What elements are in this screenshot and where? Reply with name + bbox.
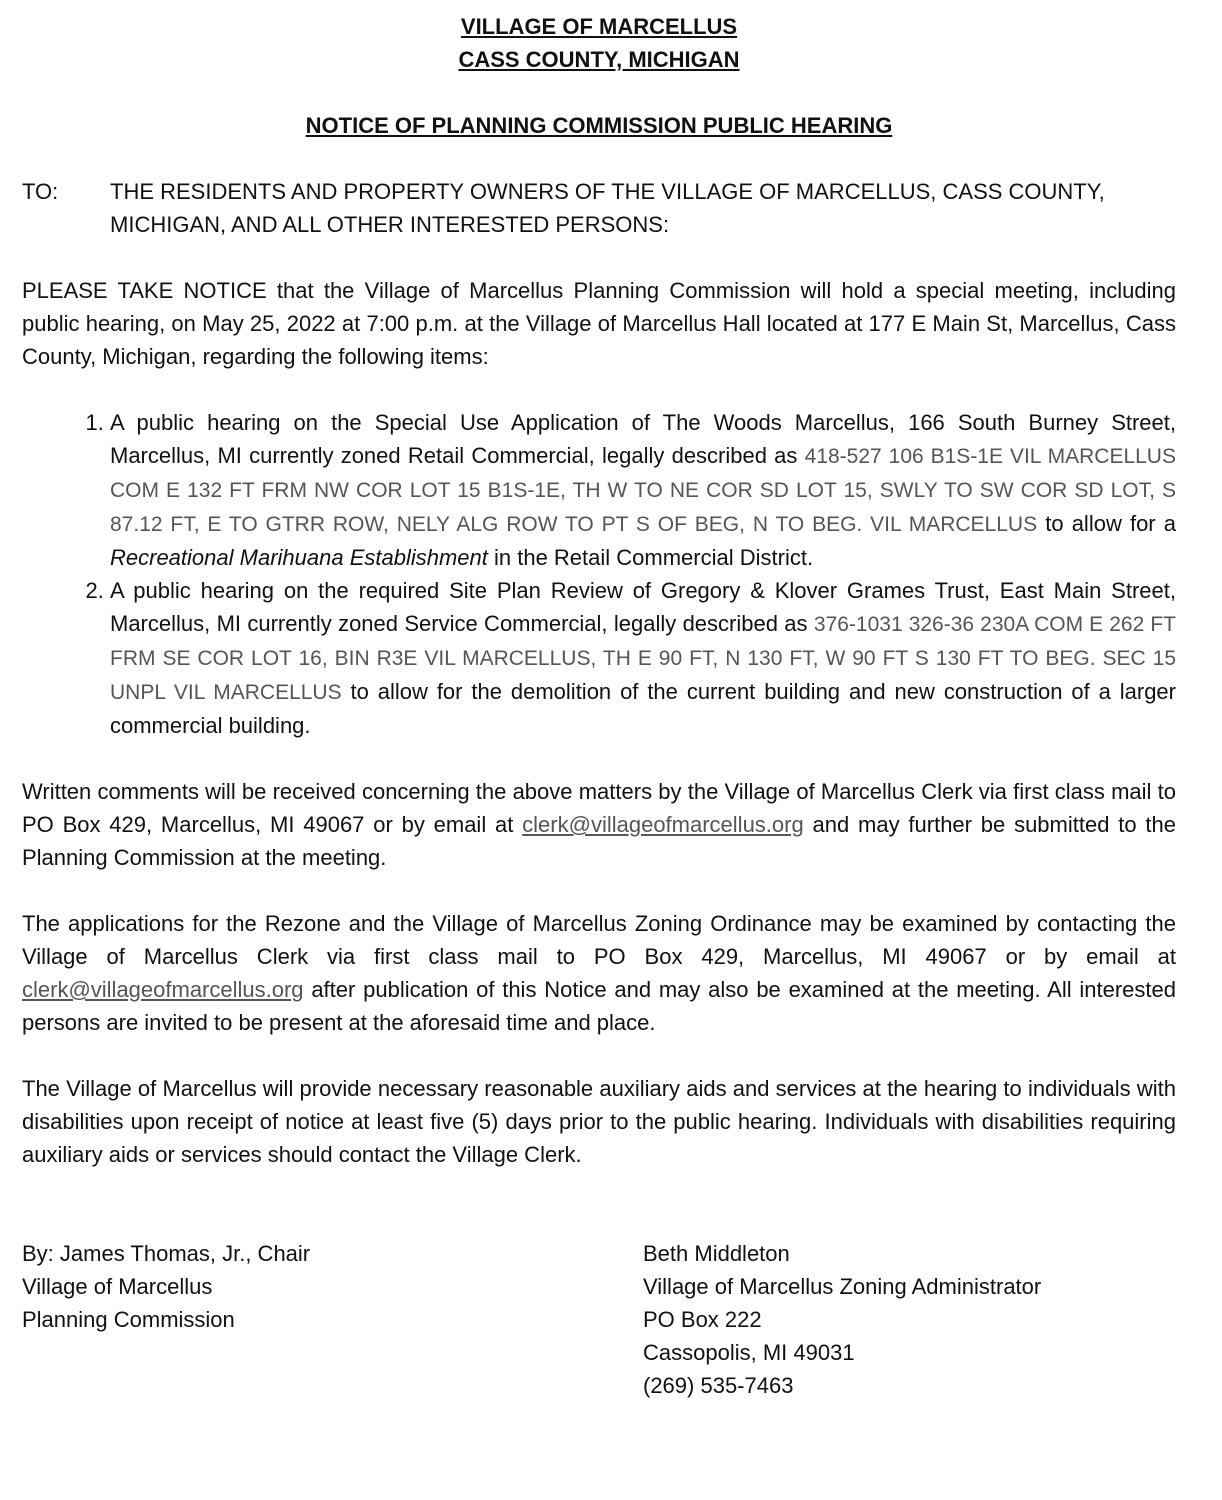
title-county: CASS COUNTY, MICHIGAN [458, 47, 740, 72]
to-block [22, 175, 1176, 241]
to-label: TO: [22, 179, 59, 204]
hearing-item-1 [110, 406, 1176, 574]
notice-document [22, 10, 1176, 1402]
comments-text-end: and may further be submitted to the Planning Commission at the meeting. [22, 812, 1177, 870]
applications-text: The applications for the Rezone and the Village of Marcellus Zoning Ordinance may be examined by contacting the Village of Marcellus Clerk via first class mail to PO Box 429, Marcellus, MI 49067 or by email at [22, 911, 1176, 969]
item-2-tail: to allow for the demolition of the current building and new construction of a larger commercial building. [110, 679, 1176, 738]
admin-city: Cassopolis, MI 49031 [643, 1340, 855, 1365]
hearing-item-2 [110, 574, 1176, 742]
applications-paragraph [22, 907, 1176, 1039]
item-2-legal-description: 376-1031 326-36 230A COM E 262 FT FRM SE COR LOT 16, BIN R3E VIL MARCELLUS, TH E 90 FT, N 130 FT, W 90 FT S 130 FT TO BEG. SEC 15 UNPL VIL MARCELLUS [110, 613, 1176, 704]
item-1-mid: to allow for a [1037, 511, 1176, 536]
item-1-lead: A public hearing on the Special Use Application of The Woods Marcellus, 166 South Burney Street, Marcellus, MI currently zoned Retail Commercial, legally described as [110, 410, 1176, 468]
item-1-legal-description: 418-527 106 B1S-1E VIL MARCELLUS COM E 132 FT FRM NW COR LOT 15 B1S-1E, TH W TO NE COR SD LOT 15, SWLY TO SW COR SD LOT, S 87.12 FT, E TO GTRR ROW, NELY ALG ROW TO PT S OF BEG, N TO BEG. VIL MARCELLUS [110, 445, 1176, 536]
signature-block [22, 1237, 1176, 1402]
title-village: VILLAGE OF MARCELLUS [460, 14, 738, 39]
item-1-tail: in the Retail Commercial District. [487, 545, 814, 570]
comments-paragraph [22, 775, 1176, 874]
signature-chair [22, 1237, 643, 1402]
clerk-email-link[interactable]: clerk@villageofmarcellus.org [522, 812, 804, 837]
hearing-items-list [22, 406, 1176, 742]
comments-text: Written comments will be received concerning the above matters by the Village of Marcellus Clerk via first class mail to PO Box 429, Marcellus, MI 49067 or by email at [22, 779, 1176, 837]
signature-administrator [643, 1237, 1176, 1402]
chair-name: By: James Thomas, Jr., Chair [22, 1241, 311, 1266]
item-2-lead: A public hearing on the required Site Plan Review of Gregory & Klover Grames Trust, East Main Street, Marcellus, MI currently zoned Service Commercial, legally described as [110, 578, 1176, 636]
item-1-establishment-type: Recreational Marihuana Establishment [110, 545, 488, 570]
intro-paragraph: PLEASE TAKE NOTICE that the Village of Marcellus Planning Commission will hold a special meeting, including public hearing, on May 25, 2022 at 7:00 p.m. at the Village of Marcellus Hall located at 177 E Main St, Marcellus, Cass County, Michigan, regarding the following items: [22, 278, 1176, 369]
admin-po-box: PO Box 222 [643, 1307, 762, 1332]
applications-text-end: after publication of this Notice and may also be examined at the meeting. All interested persons are invited to be present at the aforesaid time and place. [22, 977, 1176, 1035]
to-recipients: THE RESIDENTS AND PROPERTY OWNERS OF THE VILLAGE OF MARCELLUS, CASS COUNTY, MICHIGAN, AND ALL OTHER INTERESTED PERSONS: [110, 179, 1105, 237]
admin-phone: (269) 535-7463 [643, 1373, 794, 1398]
admin-title: Village of Marcellus Zoning Administrator [643, 1274, 1042, 1299]
chair-org: Village of Marcellus [22, 1274, 213, 1299]
accessibility-paragraph: The Village of Marcellus will provide necessary reasonable auxiliary aids and services at the hearing to individuals with disabilities upon receipt of notice at least five (5) days prior to the public hearing. Individuals with disabilities requiring auxiliary aids or services should contact the Village Clerk. [22, 1076, 1176, 1167]
admin-name: Beth Middleton [643, 1241, 790, 1266]
clerk-email-link-2[interactable]: clerk@villageofmarcellus.org [22, 977, 304, 1002]
notice-title: NOTICE OF PLANNING COMMISSION PUBLIC HEARING [305, 113, 893, 138]
chair-body: Planning Commission [22, 1307, 235, 1332]
